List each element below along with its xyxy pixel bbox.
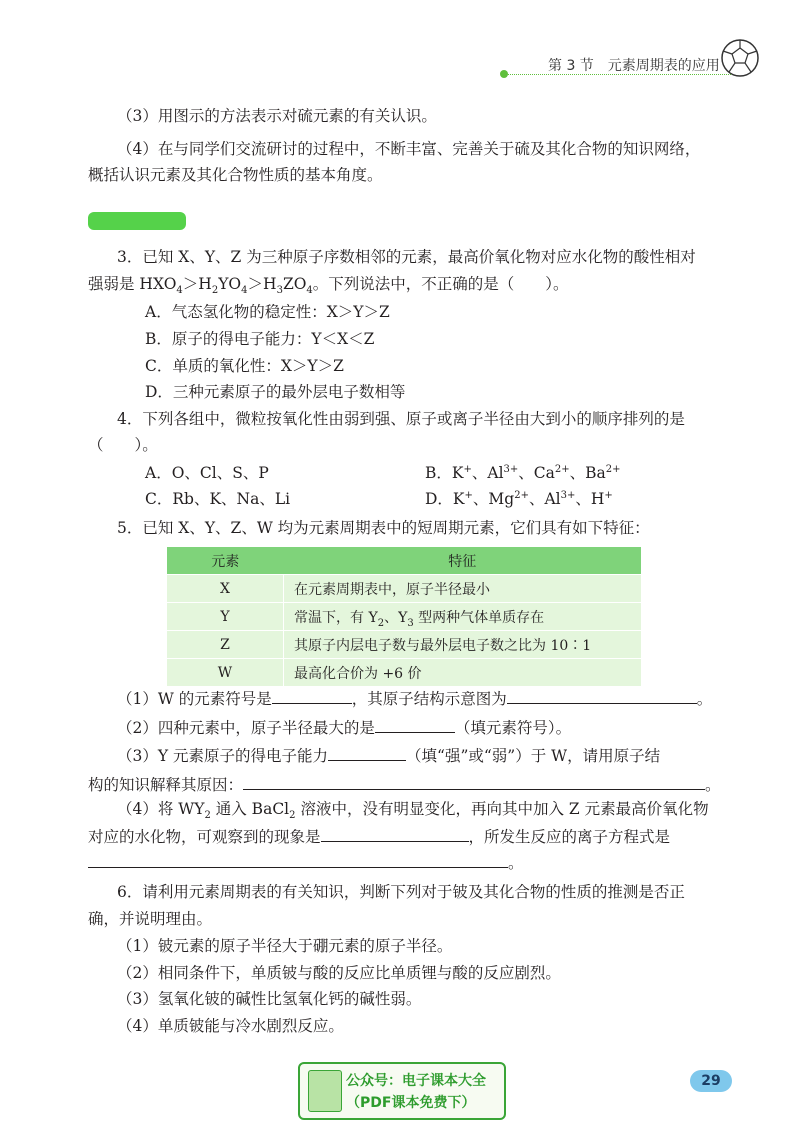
section-marker (88, 212, 186, 230)
p4-option-c: C．Rb、K、Na、Li (145, 490, 291, 508)
table-cell-feature: 在元素周期表中，原子半径最小 (284, 575, 642, 603)
p6-line1: 6．请利用元素周期表的有关知识，判断下列对于铍及其化合物的性质的推测是否正 (117, 883, 685, 901)
answer-blank[interactable] (243, 773, 705, 790)
section-title: 第 3 节 元素周期表的应用 (548, 58, 720, 74)
table-cell-element: W (167, 659, 284, 687)
page-number: 29 (690, 1070, 732, 1092)
answer-blank[interactable] (328, 744, 406, 761)
table-row (167, 575, 641, 603)
p6-sub3: （3）氢氧化铍的碱性比氢氧化钙的碱性弱。 (117, 990, 422, 1008)
answer-blank[interactable] (321, 825, 469, 842)
p6-sub1: （1）铍元素的原子半径大于硼元素的原子半径。 (117, 937, 453, 955)
p6-line2: 确，并说明理由。 (88, 910, 213, 928)
answer-blank[interactable] (272, 687, 352, 704)
table-cell-feature: 其原子内层电子数与最外层电子数之比为 10∶1 (284, 631, 642, 659)
p5-sub3-line1: （3）Y 元素原子的得电子能力 （填“强”或“弱”）于 W，请用原子结 (117, 744, 660, 767)
table-cell-element: Y (167, 603, 284, 631)
p5-sub2: （2）四种元素中，原子半径最大的是 （填元素符号）。 (117, 716, 571, 739)
p5-sub4-line3: 。 (88, 851, 524, 874)
p4-option-d: D．K+、$Mg^{2+}$、$Al^{3+}$、H+ (425, 489, 613, 508)
p3-option-b: B．原子的得电子能力：Y＜X＜Z (145, 330, 375, 348)
p6-sub2: （2）相同条件下，单质铍与酸的反应比单质锂与酸的反应剧烈。 (117, 964, 561, 982)
p5-sub3-line2: 构的知识解释其原因： 。 (88, 773, 721, 796)
intro-q4-line2: 概括认识元素及其化合物性质的基本角度。 (88, 166, 383, 184)
p3-line1: 3．已知 X、Y、Z 为三种原子序数相邻的元素，最高价氧化物对应水化物的酸性相对 (117, 248, 696, 266)
fullerene-icon (720, 38, 760, 78)
table-row (167, 631, 641, 659)
p5-sub1: （1）W 的元素符号是 ，其原子结构示意图为 。 (117, 687, 712, 710)
table-row (167, 659, 641, 687)
table-cell-feature: 常温下，有 $Y_2$、$Y_3$ 型两种气体单质存在 (284, 603, 642, 631)
p3-option-a: A．气态氢化物的稳定性：X＞Y＞Z (145, 303, 390, 321)
table-cell-element: Z (167, 631, 284, 659)
table-cell-feature: 最高化合价为 +6 价 (284, 659, 642, 687)
table-header-feature: 特征 (284, 547, 642, 575)
p6-sub4: （4）单质铍能与冷水剧烈反应。 (117, 1017, 344, 1035)
book-icon (308, 1070, 342, 1112)
p4-line2: （ ）。 (88, 436, 158, 454)
watermark-line1: 公众号：电子课本大全 (346, 1073, 486, 1089)
answer-blank[interactable] (88, 851, 508, 868)
p4-line1: 4．下列各组中，微粒按氧化性由弱到强、原子或离子半径由大到小的顺序排列的是 (117, 410, 685, 428)
p5-sub4-line2: 对应的水化物，可观察到的现象是 ，所发生反应的离子方程式是 (88, 825, 670, 848)
answer-blank[interactable] (507, 687, 697, 704)
intro-q3: （3）用图示的方法表示对硫元素的有关认识。 (117, 107, 437, 125)
p4-option-a: A．O、Cl、S、P (145, 464, 269, 482)
table-row (167, 603, 641, 631)
table-header-row (167, 547, 641, 575)
watermark-line2: （PDF课本免费下） (346, 1095, 476, 1111)
p3-option-d: D．三种元素原子的最外层电子数相等 (145, 383, 406, 401)
p5-line1: 5．已知 X、Y、Z、W 均为元素周期表中的短周期元素，它们具有如下特征： (117, 519, 650, 537)
p4-option-b: B．K+、$Al^{3+}$、$Ca^{2+}$、$Ba^{2+}$ (425, 463, 621, 482)
p3-option-c: C．单质的氧化性：X＞Y＞Z (145, 357, 344, 375)
answer-blank[interactable] (375, 716, 455, 733)
intro-q4-line1: （4）在与同学们交流研讨的过程中，不断丰富、完善关于硫及其化合物的知识网络， (117, 140, 701, 158)
table-header-element: 元素 (167, 547, 284, 575)
feature-table (167, 547, 641, 687)
p5-sub4-line1: （4）将 $WY_2$ 通入 BaCl$_2$ 溶液中，没有明显变化，再向其中加入 Z 元素最高价氧化物 (117, 800, 709, 822)
watermark-badge (298, 1062, 506, 1120)
p3-line2: 强弱是 $HXO_4>H_2YO_4>H_3ZO_4$。下列说法中，不正确的是（ ）。 (88, 275, 569, 297)
table-cell-element: X (167, 575, 284, 603)
